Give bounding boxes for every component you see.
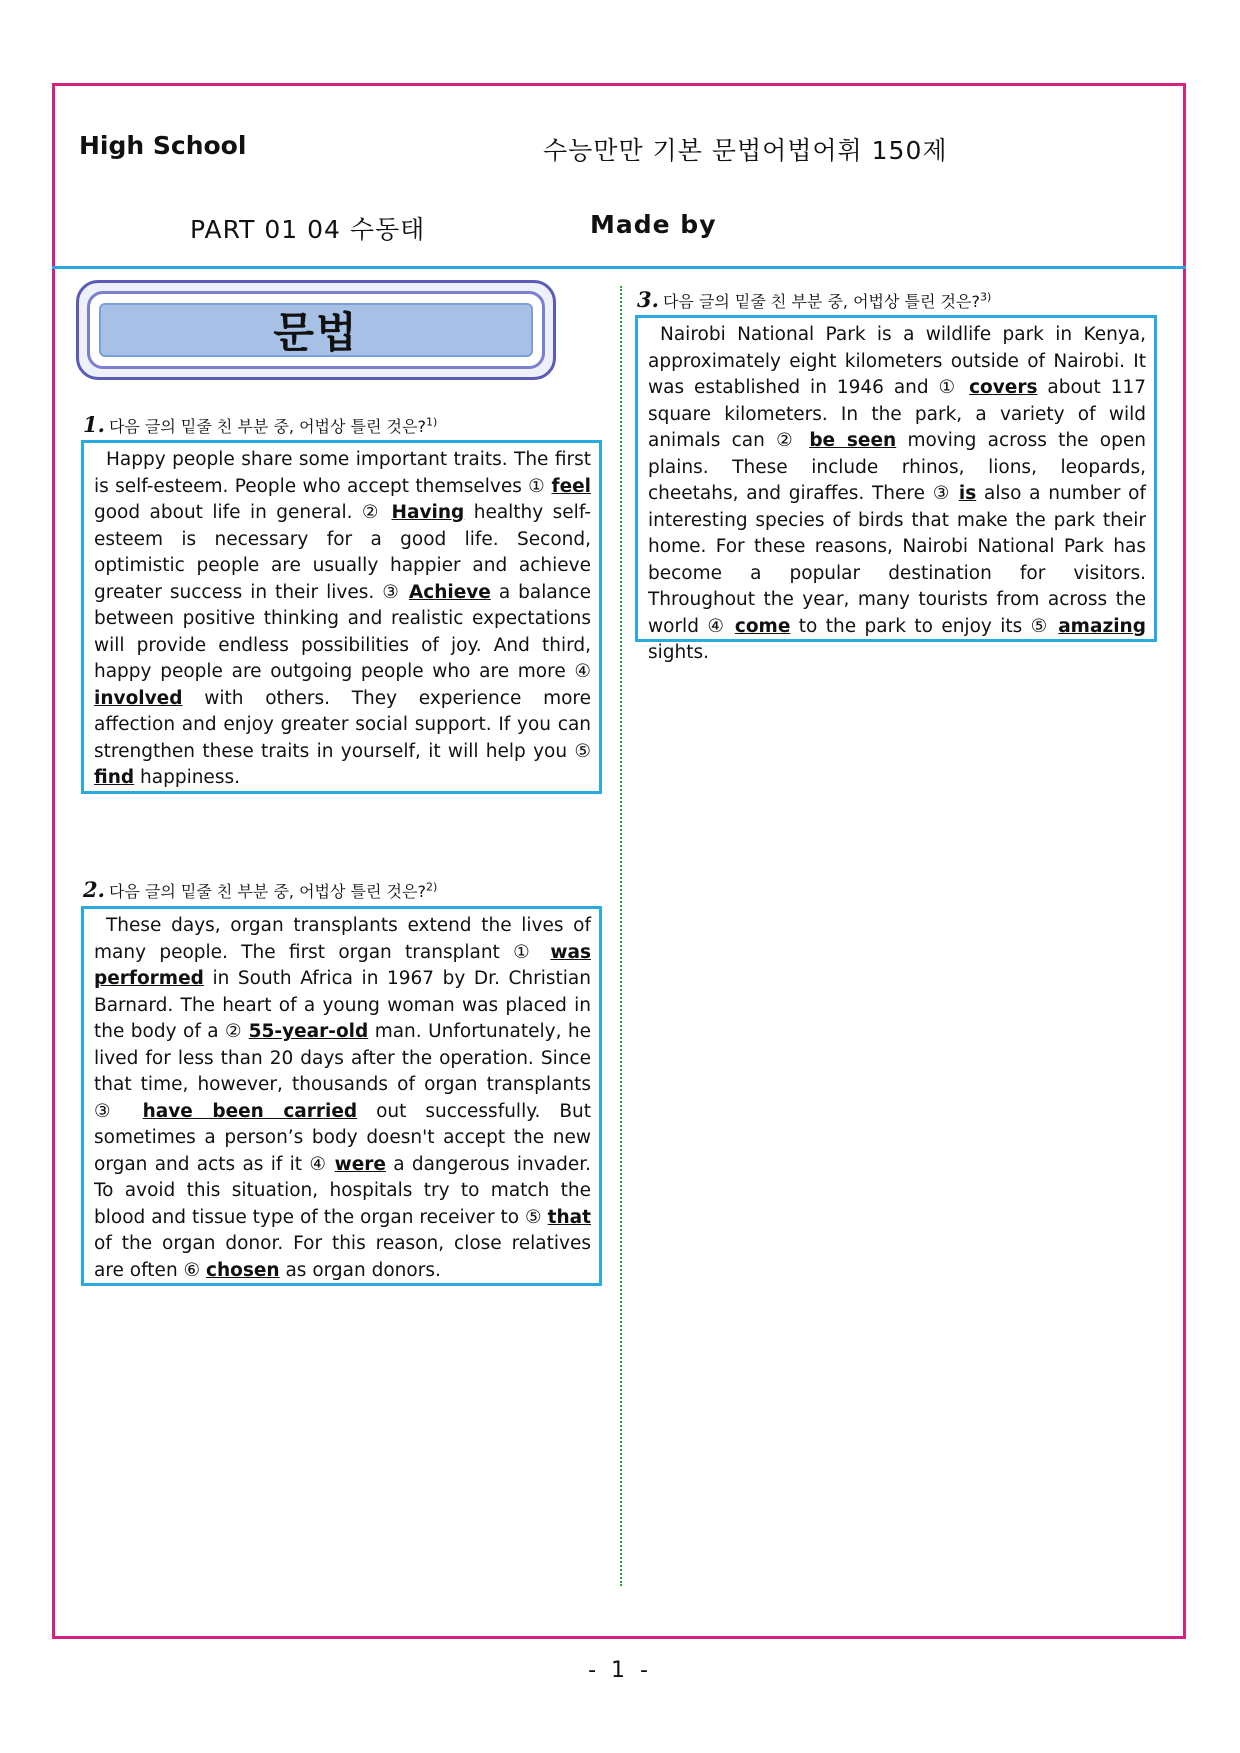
question-2-heading <box>83 877 437 902</box>
passage-text: Happy people share some important traits. The first is self-esteem. People who accept themselves ① <box>94 449 591 497</box>
underlined-choice: involved <box>94 687 183 709</box>
passage-text: happiness. <box>134 767 240 788</box>
section-badge-label: 문법 <box>273 308 359 357</box>
question-1-passage <box>81 440 602 794</box>
footnote-ref: 1) <box>425 415 438 429</box>
header-made-by: Made by <box>590 210 717 239</box>
passage-text: These days, organ transplants extend the lives of many people. The first organ transplant ① <box>94 915 591 963</box>
passage-text: of the organ donor. For this reason, close relatives are often ⑥ <box>94 1233 591 1281</box>
underlined-choice: covers <box>969 377 1038 398</box>
page-number: - 1 - <box>588 1658 652 1683</box>
question-1-heading <box>83 412 437 437</box>
question-2-passage <box>81 906 602 1286</box>
underlined-choice: amazing <box>1058 615 1146 637</box>
question-number: 1. <box>83 412 105 437</box>
column-divider <box>620 286 622 1586</box>
underlined-choice: Having <box>391 502 465 523</box>
section-badge <box>76 280 556 380</box>
passage-text: Nairobi National Park is a wildlife park in Kenya, approximately eight kilometers outside of Nairobi. It was established in 1946 and ① <box>648 324 1146 398</box>
header-divider <box>52 266 1186 269</box>
passage-text: moving across the open plains. These include rhinos, lions, leopards, cheetahs, and giraffes. There ③ <box>648 430 1146 504</box>
underlined-choice: was performed <box>94 941 591 989</box>
header-part: PART 01 04 수동태 <box>190 215 426 244</box>
underlined-choice: that <box>547 1206 591 1228</box>
underlined-choice: feel <box>551 475 591 497</box>
passage-text: healthy self-esteem is necessary for a good life. Second, optimistic people are usually happier and achieve greater success in their lives. ③ <box>94 502 592 603</box>
passage-text: as organ donors. <box>279 1259 441 1281</box>
header-title: 수능만만 기본 문법어법어휘 150제 <box>543 136 948 165</box>
underlined-choice: come <box>734 615 791 637</box>
footnote-ref: 2) <box>425 880 438 894</box>
passage-text: to the park to enjoy its ⑤ <box>790 615 1059 637</box>
underlined-choice: 55-year-old <box>248 1021 369 1042</box>
underlined-choice: have been carried <box>142 1100 358 1122</box>
passage-text: a dangerous invader. To avoid this situation, hospitals try to match the blood and tissue type of the organ receiver to ⑤ <box>94 1153 591 1228</box>
passage-text: also a number of interesting species of birds that make the park their home. For these reasons, Nairobi National Park has become a popular destination for visitors. Throughout the year, many tourists from across the world ④ <box>648 483 1147 637</box>
question-number: 3. <box>637 287 659 312</box>
passage-text: man. Unfortunately, he lived for less than 20 days after the operation. Since that time, however, thousands of organ transplants ③ <box>94 1021 591 1122</box>
question-prompt: 다음 글의 밑줄 친 부분 중, 어법상 틀린 것은? <box>662 292 980 311</box>
passage-text: sights. <box>648 642 710 663</box>
passage-text: good about life in general. ② <box>94 502 392 523</box>
question-3-passage <box>635 315 1157 663</box>
underlined-choice: were <box>334 1153 386 1175</box>
underlined-choice: Achieve <box>408 581 491 603</box>
underlined-choice: find <box>94 767 135 788</box>
passage-text: out successfully. But sometimes a person’s body doesn't accept the new organ and acts as if it ④ <box>94 1100 592 1175</box>
passage-text: in South Africa in 1967 by Dr. Christian Barnard. The heart of a young woman was placed in the body of a ② <box>94 968 591 1042</box>
passage-text: about 117 square kilometers. In the park, a variety of wild animals can ② <box>648 377 1146 451</box>
underlined-choice: chosen <box>206 1259 280 1281</box>
passage-text: a balance between positive thinking and realistic expectations will provide endless possibilities of joy. And third, happy people are outgoing people who are more ④ <box>94 581 591 682</box>
question-prompt: 다음 글의 밑줄 친 부분 중, 어법상 틀린 것은? <box>108 882 426 901</box>
underlined-choice: is <box>958 483 977 504</box>
question-prompt: 다음 글의 밑줄 친 부분 중, 어법상 틀린 것은? <box>108 417 426 436</box>
question-number: 2. <box>83 877 105 902</box>
footnote-ref: 3) <box>979 290 992 304</box>
passage-text: with others. They experience more affection and enjoy greater social support. If you can strengthen these traits in yourself, it will help you ⑤ <box>94 687 591 762</box>
underlined-choice: be seen <box>809 430 897 451</box>
header-school: High School <box>79 131 247 160</box>
question-3-heading <box>637 287 991 312</box>
